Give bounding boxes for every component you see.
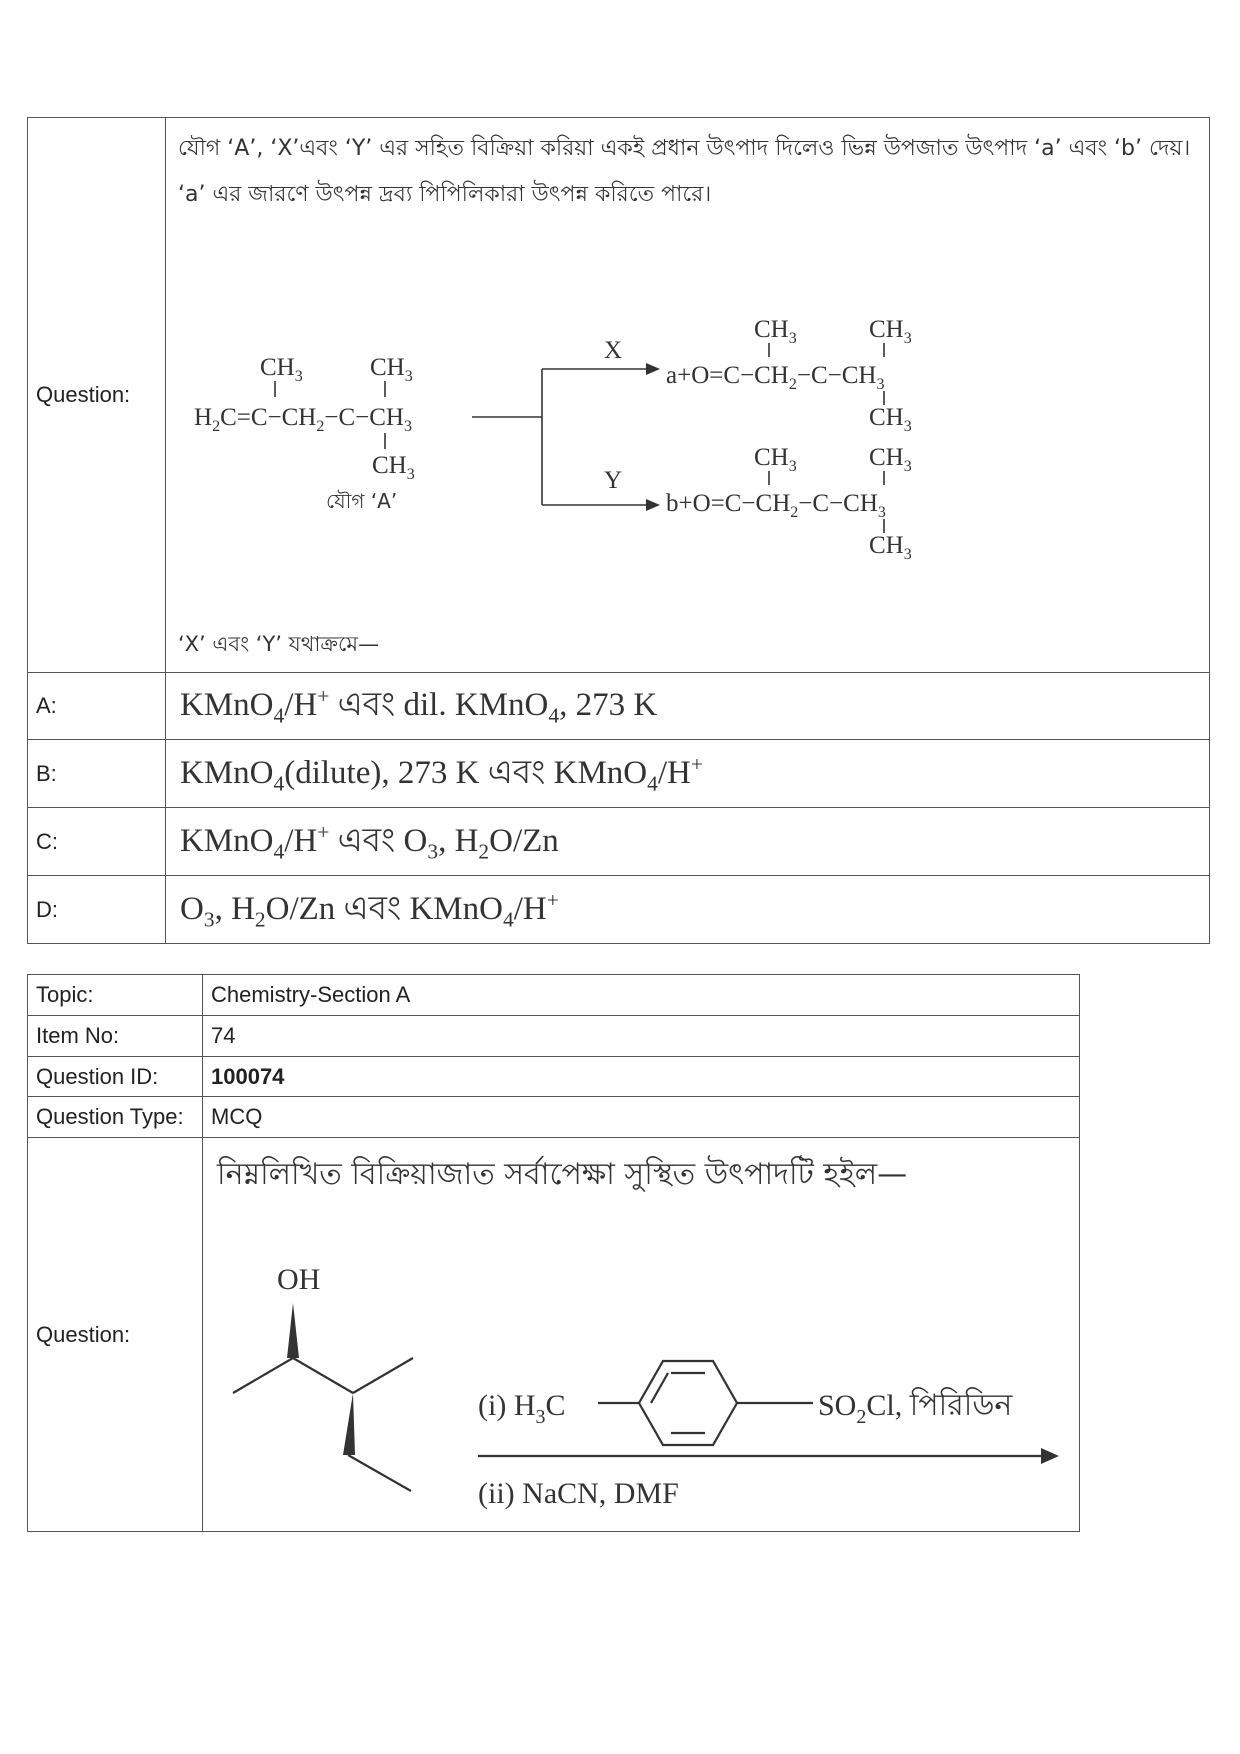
stem-line-2: ‘a’ এর জারণে উৎপন্ন দ্রব্য পিপিলিকারা উৎপন্ন করিতে পারে। xyxy=(178,182,712,207)
arrow-y-head xyxy=(646,499,660,511)
option-a-label: A: xyxy=(28,673,166,740)
question-content xyxy=(203,1138,1080,1532)
product-a-ch3-1: $CH_3$ xyxy=(754,316,797,347)
question-type-value: MCQ xyxy=(203,1097,1080,1138)
question-stem xyxy=(166,118,1209,218)
arrow-head xyxy=(1041,1448,1059,1464)
question-id-label: Question ID: xyxy=(28,1057,203,1097)
wedge-bond-oh xyxy=(287,1303,299,1358)
question-73-table xyxy=(27,117,1210,944)
question-type-label: Question Type: xyxy=(28,1097,203,1138)
topic-label: Topic: xyxy=(28,975,203,1016)
product-a-formula: $a+O=C-CH_2-C-CH_3$ xyxy=(666,362,885,393)
question-label: Question: xyxy=(28,1138,203,1532)
option-b-text: KMnO$_4$(dilute), 273 K এবং KMnO$_4$/H+ xyxy=(166,740,1210,808)
wedge-bond-ethyl xyxy=(343,1393,355,1455)
oh-group: OH xyxy=(277,1263,321,1296)
topic-value: Chemistry-Section A xyxy=(203,975,1080,1016)
product-b-ch3-1: $CH_3$ xyxy=(754,444,797,475)
product-a-ch3-2: $CH_3$ xyxy=(869,316,912,347)
reactant-label: যৌগ ‘A’ xyxy=(326,489,398,513)
option-a-text: KMnO$_4$/H+ এবং dil. KMnO$_4$, 273 K xyxy=(166,673,1210,740)
reactant-formula: $H_2C=C-CH_2-C-CH_3$ xyxy=(194,404,412,435)
reactant-ch3-3: $CH_3$ xyxy=(372,452,415,483)
option-c-label: C: xyxy=(28,808,166,876)
reagent-step-1-sulfonyl: $SO_2Cl$, পিরিডিন xyxy=(818,1389,1013,1428)
question-content xyxy=(166,118,1210,673)
product-a-ch3-3: $CH_3$ xyxy=(869,404,912,435)
stem-line-1: যৌগ ‘A’, ‘X’এবং ‘Y’ এর সহিত বিক্রিয়া করিয়া একই প্রধান উৎপাদ দিলেও ভিন্ন উপজাত উৎপাদ ‘a’ এবং ‘b’ দেয়। xyxy=(178,136,1191,161)
option-c-text: KMnO$_4$/H+ এবং $O_3$, $H_2O/Zn$ xyxy=(166,808,1210,876)
arrow-y-label: Y xyxy=(604,467,623,494)
reaction-scheme xyxy=(176,293,1216,563)
option-b-label: B: xyxy=(28,740,166,808)
option-d-text: $O_3$, $H_2O/Zn$ এবং KMnO$_4$/H+ xyxy=(166,876,1210,944)
arrow-x-label: X xyxy=(604,337,623,364)
question-id-value: 100074 xyxy=(203,1057,1080,1097)
reagent-step-1: (i) $H_3C$ xyxy=(478,1389,566,1428)
reactant-ch3-2: $CH_3$ xyxy=(370,354,413,385)
product-b-ch3-3: $CH_3$ xyxy=(869,532,912,563)
reactant-ch3-1: $CH_3$ xyxy=(260,354,303,385)
arrow-x-head xyxy=(646,363,660,375)
reaction-scheme xyxy=(223,1233,1083,1523)
item-no-value: 74 xyxy=(203,1016,1080,1057)
question-label: Question: xyxy=(28,118,166,673)
item-no-label: Item No: xyxy=(28,1016,203,1057)
question-74-table xyxy=(27,974,1080,1532)
product-b-formula: $b+O=C-CH_2-C-CH_3$ xyxy=(666,490,886,521)
reagent-step-2: (ii) NaCN, DMF xyxy=(478,1477,679,1510)
option-d-label: D: xyxy=(28,876,166,944)
question-stem: নিম্নলিখিত বিক্রিয়াজাত সর্বাপেক্ষা সুস্থিত উৎপাদটি হইল— xyxy=(217,1157,908,1192)
question-ask: ‘X’ এবং ‘Y’ যথাক্রমে— xyxy=(178,632,380,656)
product-b-ch3-2: $CH_3$ xyxy=(869,444,912,475)
